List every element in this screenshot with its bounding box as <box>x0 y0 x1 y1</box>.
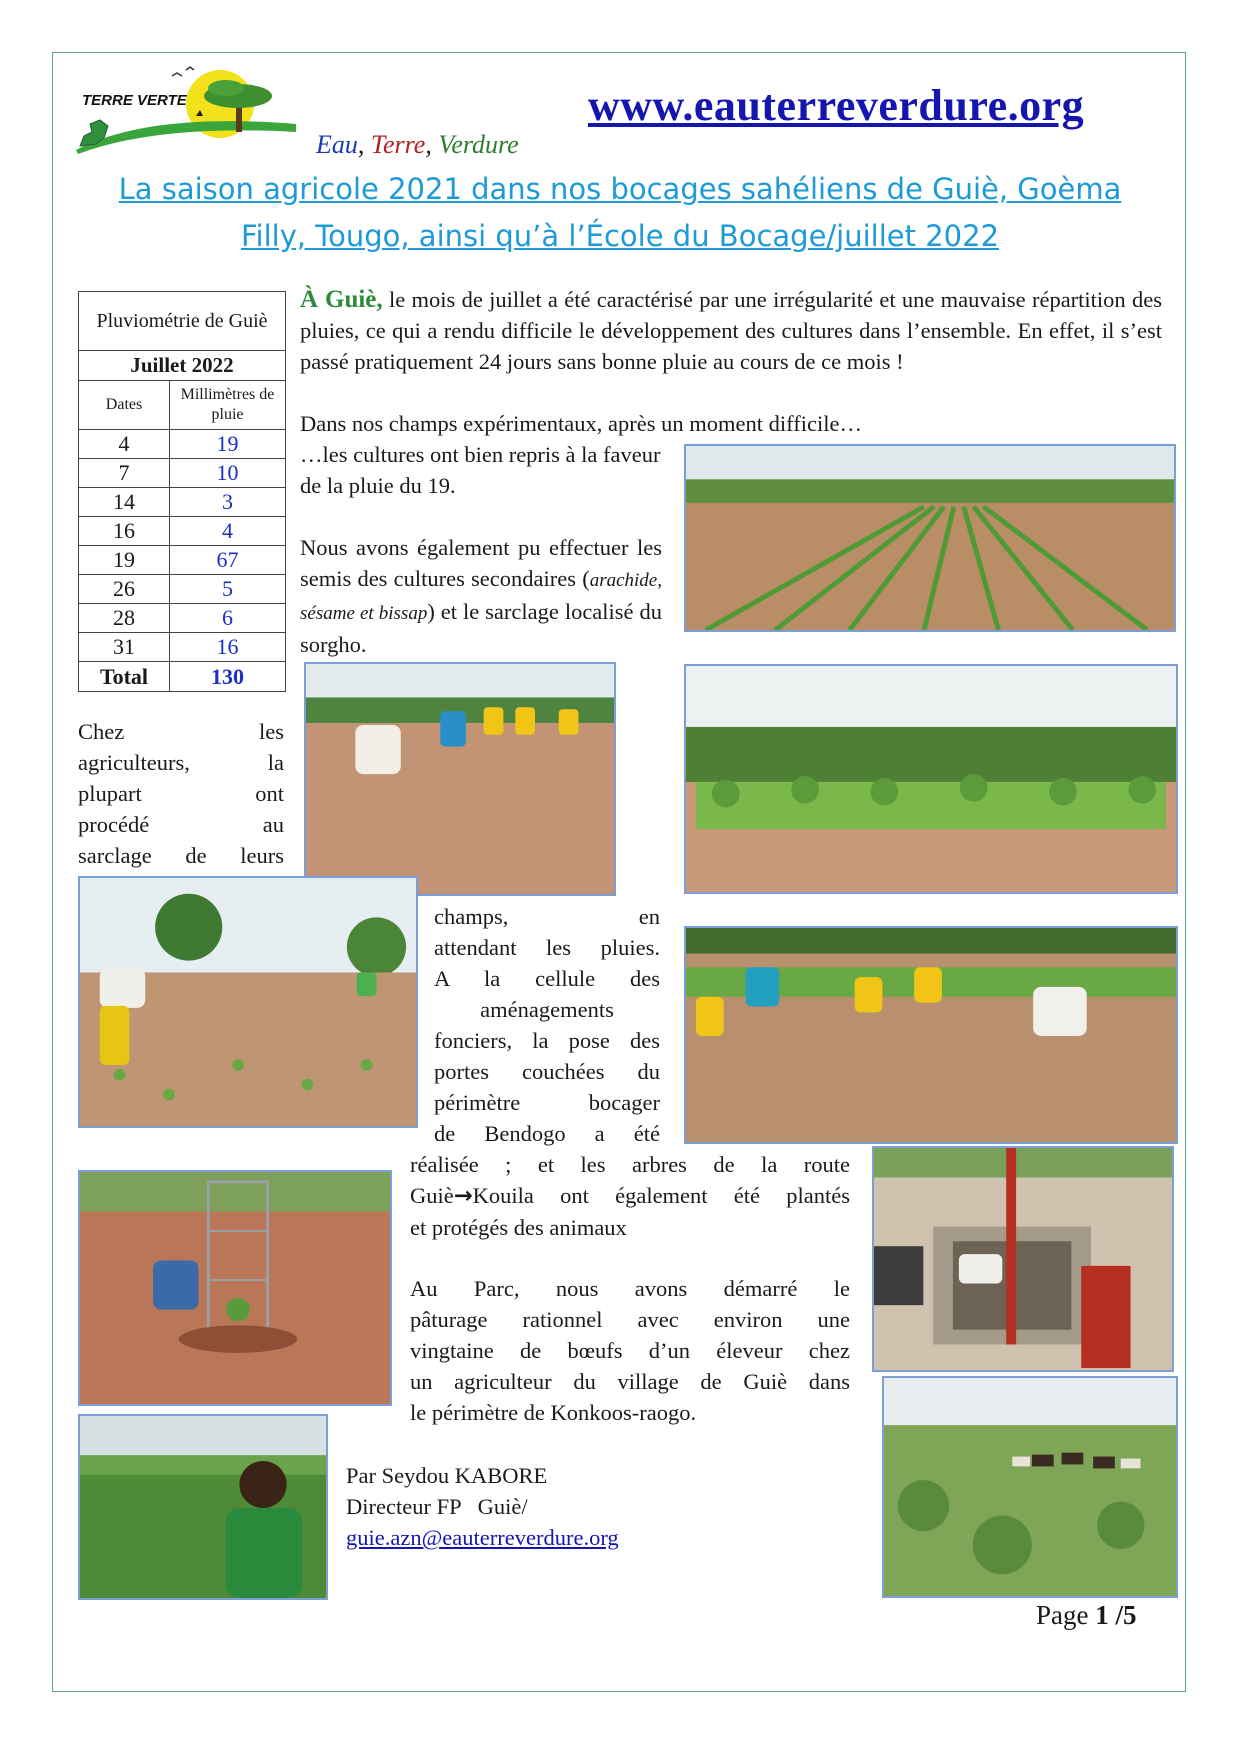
row-date: 14 <box>79 488 170 517</box>
page-number <box>1036 1600 1137 1631</box>
road-to: Kouila ont également été plantés <box>472 1183 850 1208</box>
photo-cattle-grazing <box>882 1376 1178 1598</box>
row-mm: 16 <box>170 633 286 662</box>
parc-line: le périmètre de Konkoos-raogo. <box>410 1400 697 1425</box>
rainfall-table-month: Juillet 2022 <box>79 351 286 381</box>
page-total: 5 <box>1123 1600 1137 1630</box>
terre-verte-logo <box>68 62 298 170</box>
tagline-eau: Eau <box>316 130 358 159</box>
site-url-link[interactable]: www.eauterreverdure.org <box>588 81 1085 130</box>
land-line: A la cellule des <box>434 966 660 991</box>
trees-line: réalisée ; et les arbres de la route <box>410 1152 850 1177</box>
photo-group-weeding <box>684 926 1178 1144</box>
page-label: Page <box>1036 1600 1096 1630</box>
trees-line <box>410 1180 850 1212</box>
arrow-right-icon: → <box>453 1183 473 1209</box>
farmers-line: procédé au <box>78 812 284 837</box>
secondary-crops-start: Nous avons également pu effectuer les semis des cultures secondaires ( <box>300 535 662 591</box>
intro-paragraph <box>300 284 1162 377</box>
land-line: périmètre bocager <box>434 1090 660 1115</box>
table-row <box>79 633 286 662</box>
signature-block <box>346 1460 746 1553</box>
table-row <box>79 488 286 517</box>
row-date: 19 <box>79 546 170 575</box>
signature-role: Directeur FP Guiè/ <box>346 1494 528 1519</box>
land-line: de Bendogo a été <box>434 1121 660 1146</box>
signature-email-link[interactable]: guie.azn@eauterreverdure.org <box>346 1525 619 1550</box>
farmers-line: Chez les <box>78 719 284 744</box>
paragraph-secondary-crops <box>300 532 662 660</box>
row-mm: 4 <box>170 517 286 546</box>
row-date: 4 <box>79 430 170 459</box>
land-line: portes couchées du <box>434 1059 660 1084</box>
tagline-sep-1: , <box>357 130 371 159</box>
table-row <box>79 546 286 575</box>
tagline-verdure: Verdure <box>438 130 519 159</box>
secondary-crops-end: ) et le sarclage localisé du sorgho. <box>300 599 663 657</box>
parc-line: un agriculteur du village de Guiè dans <box>410 1369 850 1394</box>
total-label: Total <box>79 662 170 692</box>
signature-author: Par Seydou KABORE <box>346 1463 548 1488</box>
tagline-sep-2: , <box>425 130 439 159</box>
farmers-line: agriculteurs, la <box>78 750 284 775</box>
lead-guie: À Guiè, <box>300 286 383 313</box>
parc-line: vingtaine de bœufs d’un éleveur chez <box>410 1338 850 1363</box>
rainfall-table <box>78 291 286 692</box>
paragraph-experimental: Dans nos champs expérimentaux, après un moment difficile… <box>300 411 862 436</box>
paragraph-land-development <box>434 901 660 1149</box>
column-header-dates: Dates <box>79 381 170 430</box>
road-from: Guiè <box>410 1183 454 1208</box>
row-mm: 3 <box>170 488 286 517</box>
title-line-1: La saison agricole 2021 dans nos bocages sahéliens de Guiè, Goèma <box>118 172 1122 206</box>
photo-crop-rows <box>684 664 1178 894</box>
land-line: fonciers, la pose des <box>434 1028 660 1053</box>
trees-line: et protégés des animaux <box>410 1215 627 1240</box>
row-date: 7 <box>79 459 170 488</box>
parc-line: pâturage rationnel avec environ une <box>410 1307 850 1332</box>
photo-tree-planting <box>78 1170 392 1406</box>
photo-construction-site <box>872 1146 1174 1372</box>
table-total-row <box>79 662 286 692</box>
row-mm: 6 <box>170 604 286 633</box>
page-current: 1 <box>1095 1600 1109 1630</box>
title-line-2: Filly, Tougo, ainsi qu’à l’École du Bocage/juillet 2022 <box>240 219 1000 253</box>
total-value: 130 <box>170 662 286 692</box>
paragraph-farmers <box>78 716 284 871</box>
row-mm: 19 <box>170 430 286 459</box>
paragraph-parc <box>410 1273 850 1428</box>
farmers-line: sarclage de leurs <box>78 843 284 868</box>
column-header-mm: Millimètres de pluie <box>170 381 286 430</box>
secondary-crops-list: arachide, sésame et bissap <box>300 570 662 624</box>
intro-text: le mois de juillet a été caractérisé par une irrégularité et une mauvaise répartition des pluies, ce qui a rendu difficile le développement des cultures dans l’ensemble. En effet, il s’est passé pratiquement 24 jours sans bonne pluie au cours de ce mois ! <box>300 287 1162 374</box>
land-line: attendant les pluies. <box>434 935 660 960</box>
row-date: 31 <box>79 633 170 662</box>
land-line: aménagements <box>480 997 614 1022</box>
table-row <box>79 604 286 633</box>
paragraph-recovery: …les cultures ont bien repris à la faveur de la pluie du 19. <box>300 442 661 498</box>
table-row <box>79 430 286 459</box>
row-mm: 67 <box>170 546 286 575</box>
tagline-terre: Terre <box>370 130 426 159</box>
photo-workers-weeding <box>304 662 616 896</box>
logo-text: TERRE VERTE <box>82 92 187 109</box>
table-row <box>79 459 286 488</box>
land-line: champs, en <box>434 904 660 929</box>
row-mm: 10 <box>170 459 286 488</box>
farmers-line: plupart ont <box>78 781 284 806</box>
table-row <box>79 575 286 604</box>
table-row <box>79 517 286 546</box>
photo-experimental-field <box>684 444 1176 632</box>
row-mm: 5 <box>170 575 286 604</box>
paragraph-trees <box>410 1149 850 1243</box>
tagline <box>316 130 519 160</box>
row-date: 16 <box>79 517 170 546</box>
rainfall-table-title: Pluviométrie de Guiè <box>79 292 286 351</box>
photo-author-portrait <box>78 1414 328 1600</box>
row-date: 28 <box>79 604 170 633</box>
parc-line: Au Parc, nous avons démarré le <box>410 1276 850 1301</box>
page-separator: / <box>1108 1600 1123 1630</box>
photo-farmers-field <box>78 876 418 1128</box>
row-date: 26 <box>79 575 170 604</box>
